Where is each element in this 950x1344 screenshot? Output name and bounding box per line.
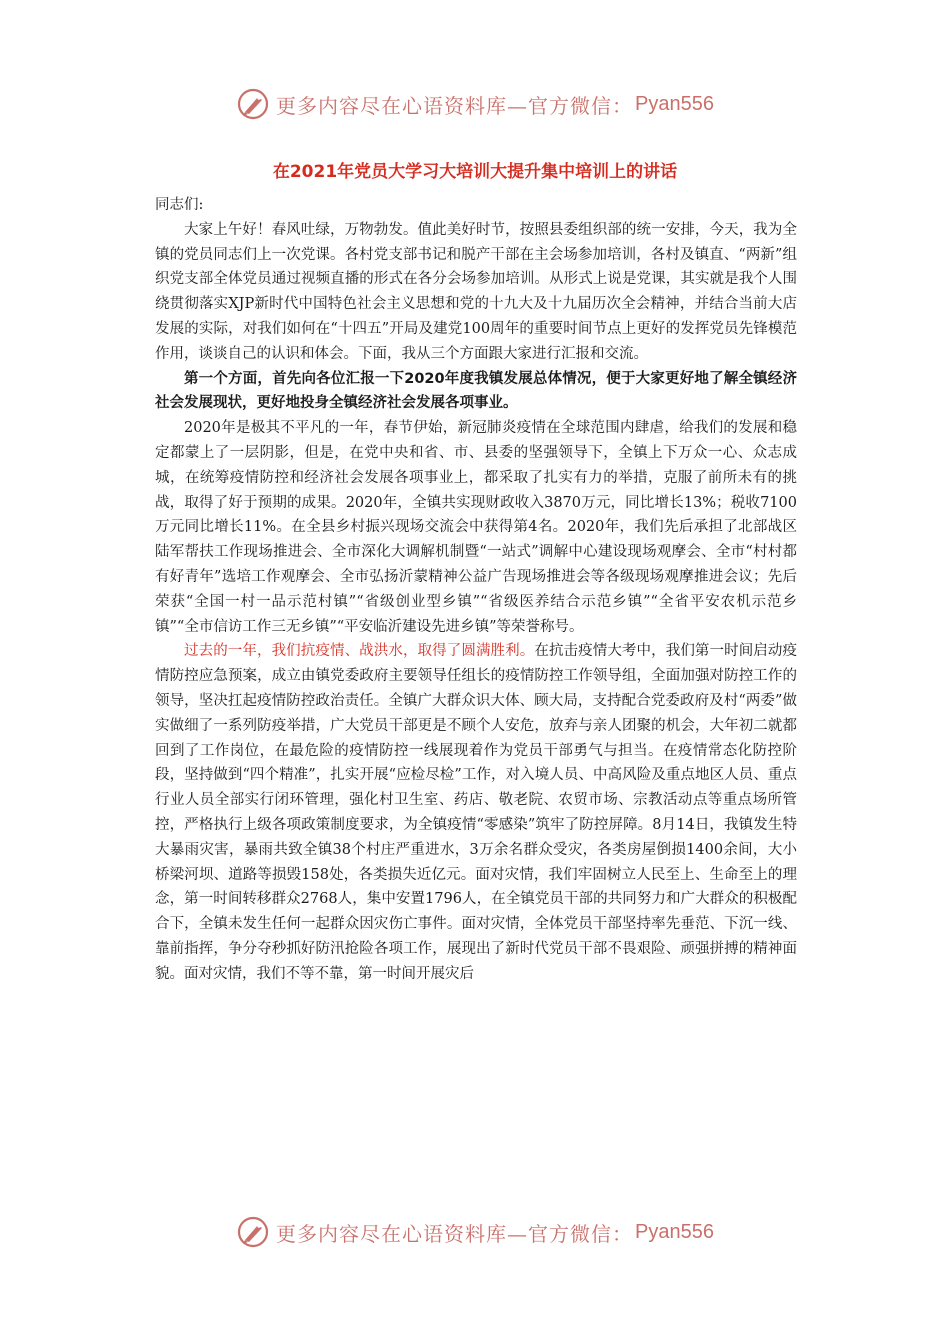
watermark-wechat-id: Pyan556: [635, 92, 714, 115]
salutation: 同志们:: [155, 197, 204, 213]
paragraph-2020-overview: 2020年是极其不平凡的一年，春节伊始，新冠肺炎疫情在全球范围内肆虐，给我们的发展和稳定都蒙上了一层阴影，但是，在党中央和省、市、县委的坚强领导下，全镇上下万众一心、众志成城，在统筹疫情防控和经济社会发展各项事业上，都采取了扎实有力的举措，克服了前所未有的挑战，取得了好于预期的成果。2020年，全镇共实现财政收入3870万元，同比增长13%；税收7100万元同比增长11%。在全县乡村振兴现场交流会中获得第4名。2020年，我们先后承担了北部战区陆军帮扶工作现场推进会、全市深化大调解机制暨“一站式”调解中心建设现场观摩会、全市“村村都有好青年”选培工作观摩会、全市弘扬沂蒙精神公益广告现场推进会等各级现场观摩推进会议；先后荣获“全国一村一品示范村镇”“省级创业型乡镇”“省级医养结合示范乡镇”“全省平安农机示范乡镇”“全市信访工作三无乡镇”“平安临沂建设先进乡镇”等荣誉称号。: [155, 420, 797, 635]
watermark-text: 更多内容尽在心语资料库—官方微信：: [276, 93, 634, 118]
paragraph-intro: 大家上午好！春风吐绿，万物勃发。值此美好时节，按照县委组织部的统一安排，今天，我为全镇的党员同志们上一次党课。各村党支部书记和脱产干部在主会场参加培训，各村及镇直、“两新”组织党支部全体党员通过视频直播的形式在各分会场参加培训。从形式上说是党课，其实就是我个人围绕贯彻落实XJP新时代中国特色社会主义思想和党的十九大及十九届历次全会精神，并结合当前大店发展的实际，对我们如何在“十四五”开局及建党100周年的重要时间节点上更好的发挥党员先锋模范作用，谈谈自己的认识和体会。下面，我从三个方面跟大家进行汇报和交流。: [155, 221, 797, 362]
paragraph-epidemic-flood-text: 在抗击疫情大考中，我们第一时间启动疫情防控应急预案，成立由镇党委政府主要领导任组长的疫情防控工作领导组，全面加强对防控工作的领导，坚决扛起疫情防控政治责任。全镇广大群众识大体、顾大局，支持配合党委政府及村“两委”做实做细了一系列防疫举措，广大党员干部更是不顾个人安危，放弃与亲人团聚的机会，大年初二就都回到了工作岗位，在最危险的疫情防控一线展现着作为党员干部勇气与担当。在疫情常态化防控阶段，坚持做到“四个精准”，扎实开展“应检尽检”工作，对入境人员、中高风险及重点地区人员、重点行业人员全部实行闭环管理，强化村卫生室、药店、敬老院、农贸市场、宗教活动点等重点场所管控，严格执行上级各项政策制度要求，为全镇疫情“零感染”筑牢了防控屏障。8月14日，我镇发生特大暴雨灾害，暴雨共致全镇38个村庄严重进水，3万余名群众受灾，各类房屋倒损1400余间，大小桥梁河坝、道路等损毁158处，各类损失近亿元。面对灾情，我们牢固树立人民至上、生命至上的理念，第一时间转移群众2768人，集中安置1796人，在全镇党员干部的共同努力和广大群众的积极配合下，全镇未发生任何一起群众因灾伤亡事件。面对灾情，全体党员干部坚持率先垂范、下沉一线、靠前指挥，争分夺秒抓好防汛抢险各项工作，展现出了新时代党员干部不畏艰险、顽强拼搏的精神面貌。面对灾情，我们不等不靠，第一时间开展灾后: [155, 643, 798, 982]
watermark-header: [0, 84, 950, 124]
paragraph-section-heading: 第一个方面，首先向各位汇报一下2020年度我镇发展总体情况，便于大家更好地了解全镇经济社会发展现状，更好地投身全镇经济社会发展各项事业。: [155, 370, 797, 412]
highlighted-sentence: 过去的一年，我们抗疫情、战洪水，取得了圆满胜利。: [184, 643, 535, 660]
pen-nib-circle-icon: [236, 1215, 270, 1249]
watermark-wechat-id: Pyan556: [635, 1220, 714, 1243]
watermark-footer: [0, 1212, 950, 1252]
paragraph-epidemic-flood: [155, 639, 797, 986]
document-body: [155, 193, 797, 987]
document-title: 在2021年党员大学习大培训大提升集中培训上的讲话: [272, 162, 678, 182]
watermark-text: 更多内容尽在心语资料库—官方微信：: [276, 1221, 634, 1246]
pen-nib-circle-icon: [236, 87, 270, 121]
